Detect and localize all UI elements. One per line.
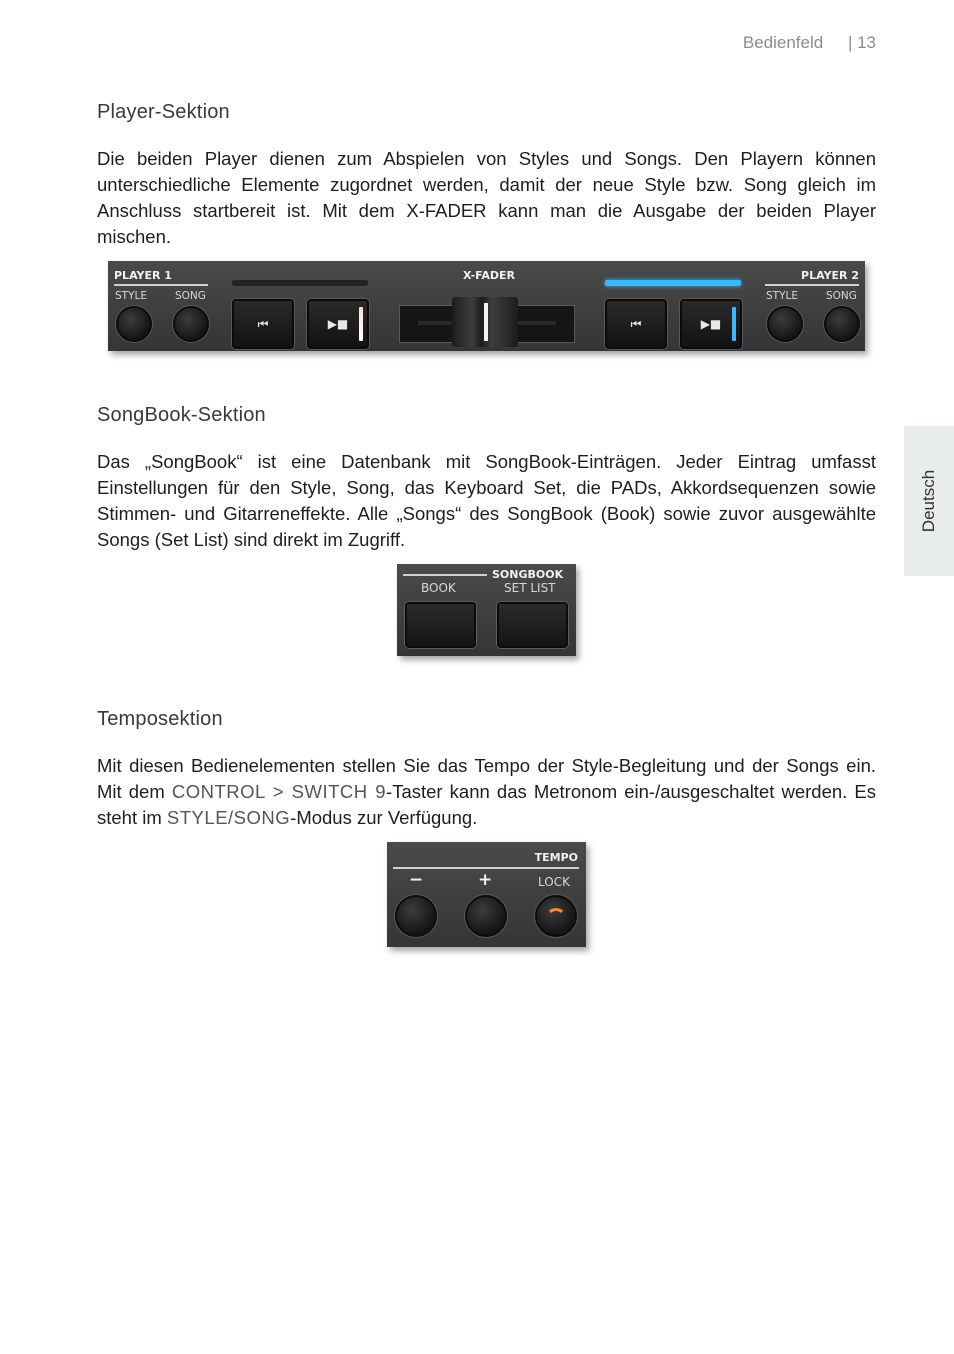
skip-back-icon: ⏮ [257,317,269,331]
player1-label: PLAYER 1 [114,269,172,282]
player2-led [732,307,736,341]
tempo-lock-label: LOCK [538,875,570,889]
player1-song-label: SONG [175,290,206,302]
lock-led-icon [546,908,566,928]
player-panel-image [108,261,865,351]
player2-song-label: SONG [826,290,857,302]
page-number: | 13 [847,33,876,52]
songbook-panel-image [397,564,576,656]
tempo-text: Mit diesen Bedienelementen stellen Sie das Tempo der Style-Begleitung und der Songs ein. Mit dem CONTROL > SWITCH 9-Taster kann das Metronom ein-/ausgeschaltet werden. Es steht im STYLE/SONG-Modus zur Verfügung. [97,755,876,828]
player2-style-label: STYLE [766,290,798,302]
tempo-minus-label: − [409,870,424,890]
songbook-text: Das „SongBook“ ist eine Datenbank mit SongBook-Einträgen. Jeder Eintrag umfasst Einstellungen für den Style, Song, das Keyboard Set, die PADs, Akkordsequenzen sowie Stimmen- und Gitarreneffekte. Alle „Songs“ des SongBook (Book) sowie zuvor ausgewählte Songs (Set List) sind direkt im Zugriff. [97,451,876,550]
header-section: Bedienfeld [742,33,824,52]
tempo-lock-knob [535,895,577,937]
player2-label: PLAYER 2 [801,269,859,282]
player2-play-stop-button [680,299,742,349]
player1-play-stop-button [307,299,369,349]
tempo-plus-knob [465,895,507,937]
songbook-heading: SongBook-Sektion [97,404,266,426]
player2-song-knob [824,306,860,342]
tempo-title: TEMPO [534,851,578,864]
control-switch-key: CONTROL > SWITCH 9 [171,781,387,802]
player1-meter [232,280,368,286]
player1-song-knob [173,306,209,342]
player1-led [359,307,363,341]
tempo-heading: Temposektion [97,708,223,730]
language-tab [904,426,954,576]
player1-style-knob [116,306,152,342]
book-button [405,602,476,648]
player2-home-button [605,299,667,349]
songbook-title: SONGBOOK [492,568,564,581]
player1-style-label: STYLE [115,290,147,302]
page-header [743,33,876,53]
player2-meter [605,280,741,286]
play-stop-icon: ▶■ [700,317,722,331]
set-list-label: SET LIST [504,581,556,595]
xfader-knob [452,297,518,347]
skip-back-icon: ⏮ [630,317,642,331]
player2-style-knob [767,306,803,342]
player1-home-button [232,299,294,349]
tempo-plus-label: + [478,870,493,890]
tempo-minus-knob [395,895,437,937]
language-tab-label: Deutsch [919,469,938,533]
player2-line [765,284,859,286]
book-label: BOOK [421,581,456,595]
xfader-label: X-FADER [463,269,516,282]
tempo-panel-image [387,842,586,947]
player-text: Die beiden Player dienen zum Abspielen von Styles und Songs. Den Playern können unterschiedliche Elemente zugordnet werden, damit der neue Style bzw. Song gleich im Anschluss startbereit ist. Mit dem X-FADER kann man die Ausgabe der beiden Player mischen. [97,148,876,247]
style-song-key: STYLE/SONG [166,807,291,828]
player1-line [114,284,208,286]
play-stop-icon: ▶■ [327,317,349,331]
player-heading: Player-Sektion [97,101,230,123]
set-list-button [497,602,568,648]
